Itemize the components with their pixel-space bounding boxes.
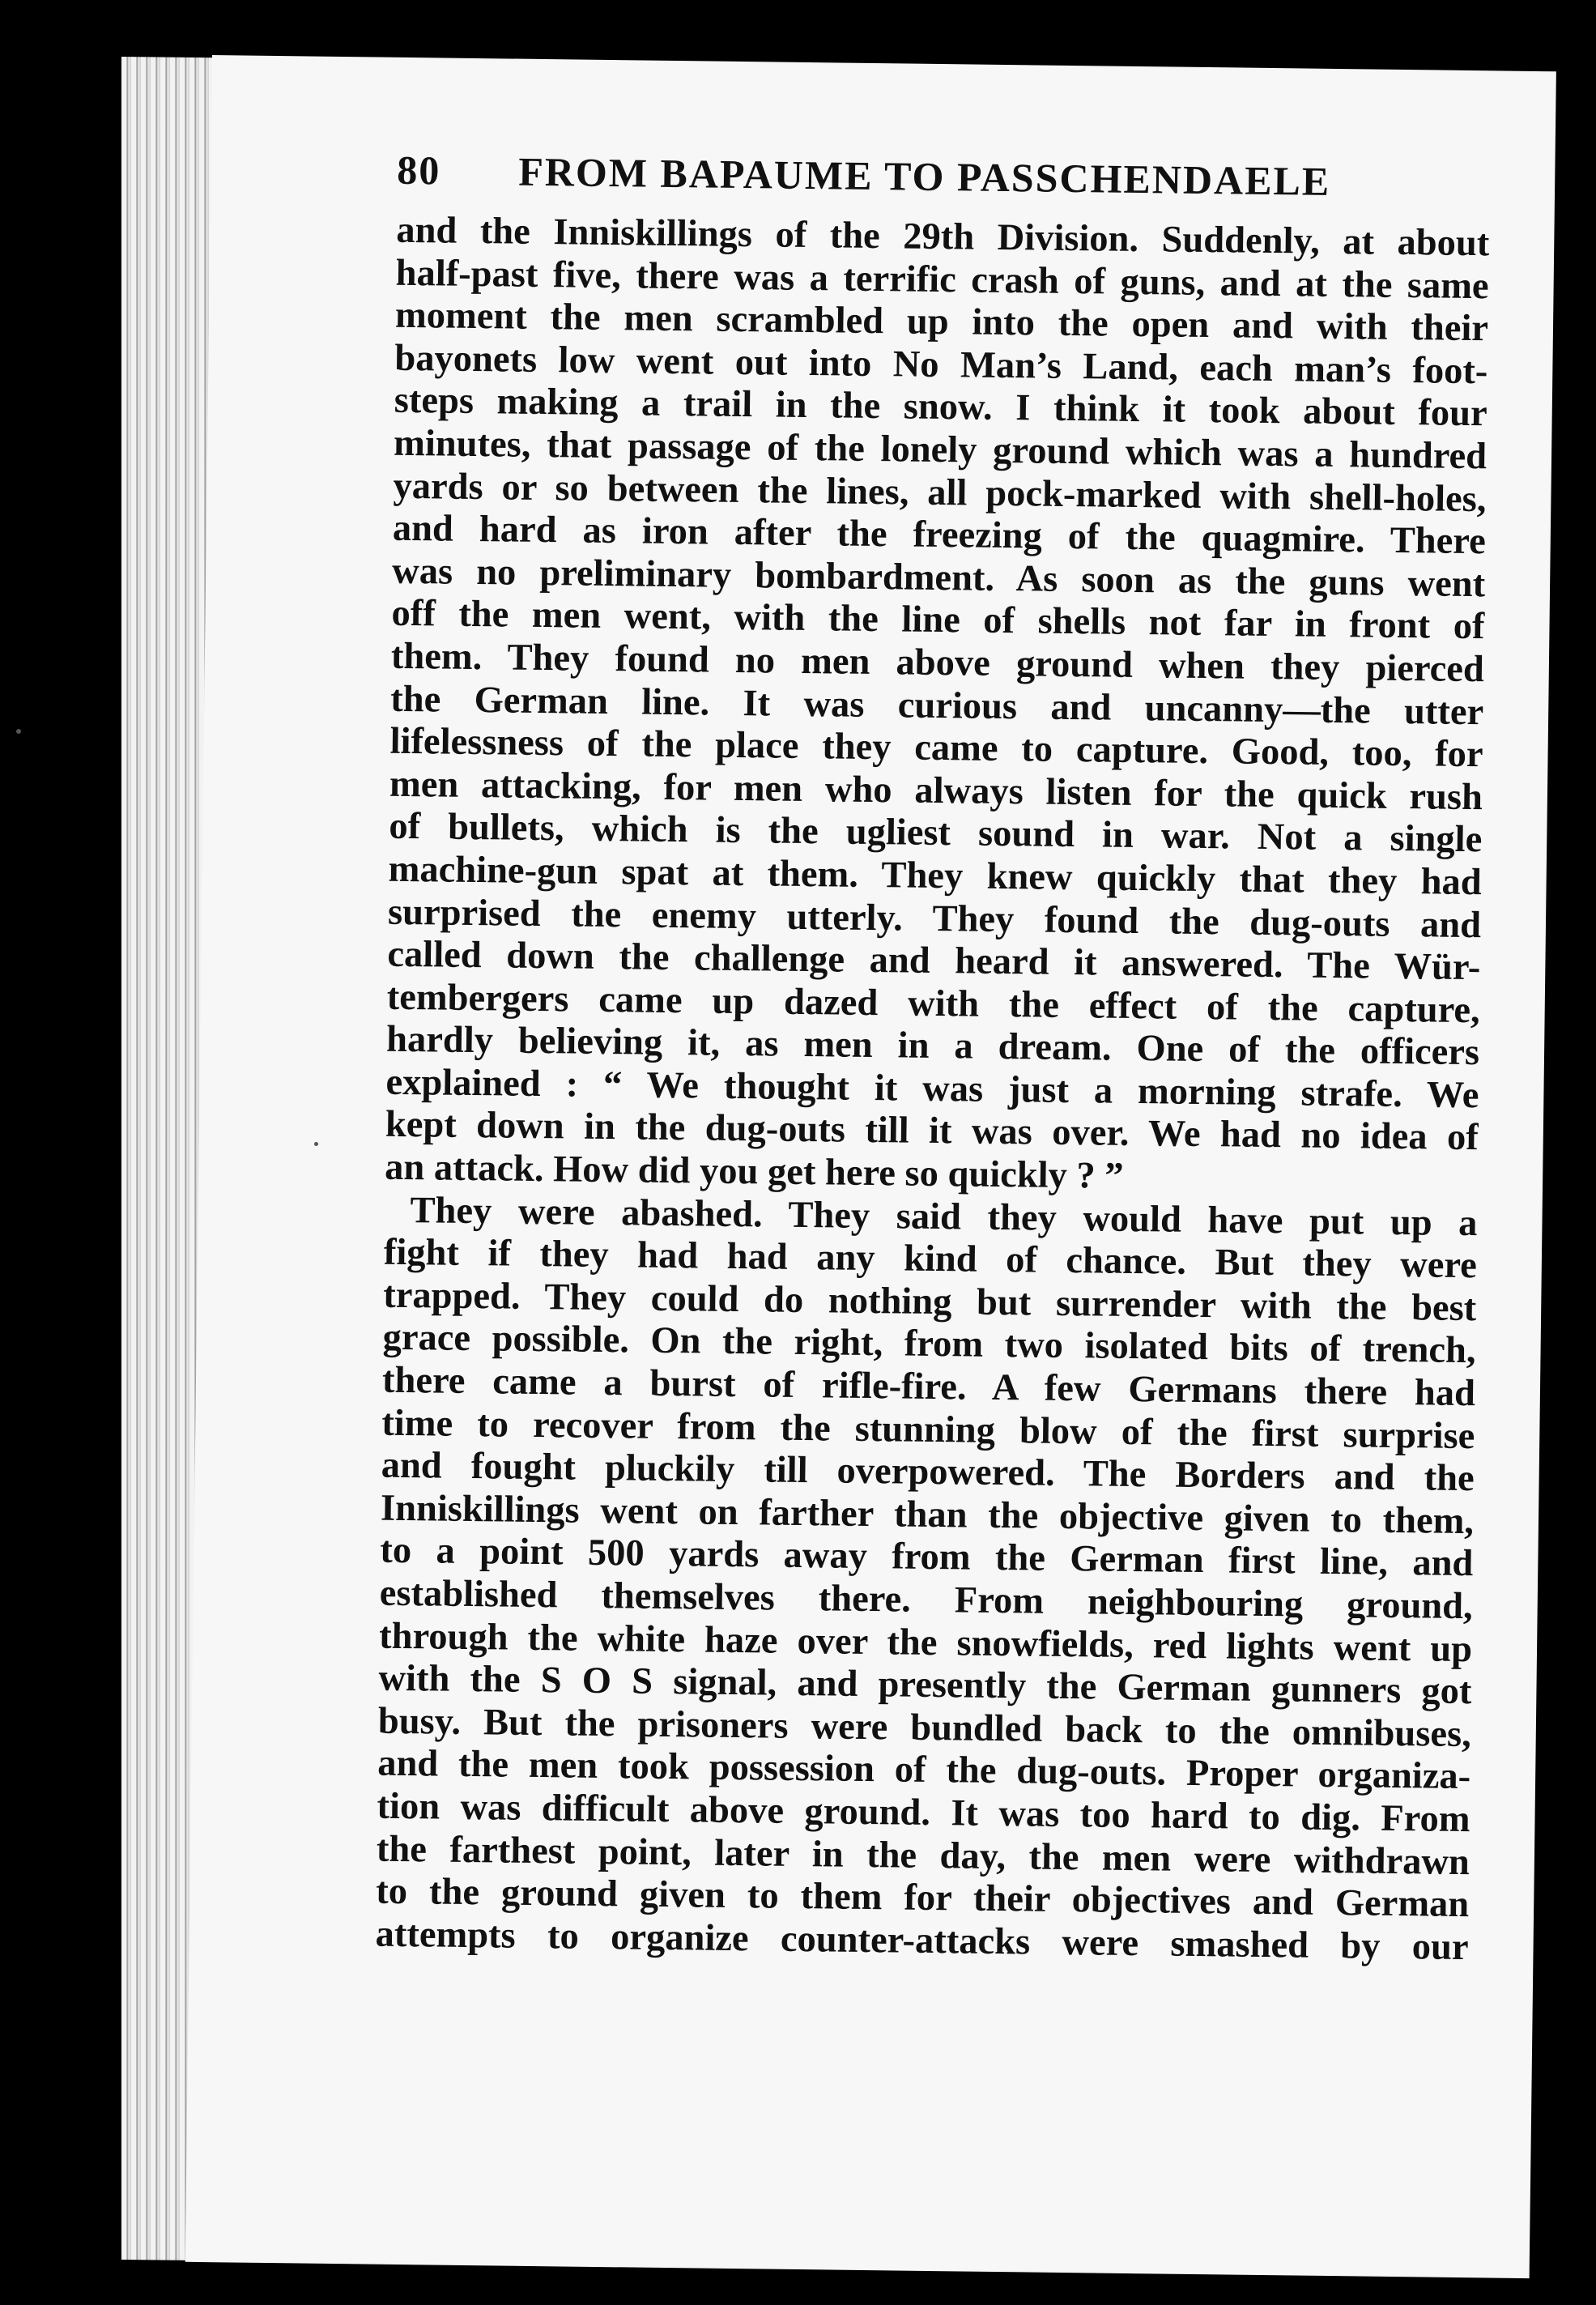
text-line: time to recover from the stunning blow of the first surprise <box>381 1402 1475 1457</box>
text-line: them. They found no men above ground when they pierced <box>390 635 1485 691</box>
text-line: off the men went, with the line of shells not far in front of <box>391 593 1485 648</box>
text-line: of bullets, which is the ugliest sound in war. Not a single <box>389 806 1483 861</box>
text-line: minutes, that passage of the lonely ground which was a hundred <box>393 422 1487 478</box>
text-line: Inniskillings went on farther than the objective given to them, <box>380 1487 1475 1542</box>
text-line: kept down in the dug-outs till it was over. We had no idea of <box>385 1104 1479 1159</box>
text-line: bayonets low went out into No Man’s Land, each man’s foot- <box>394 337 1488 393</box>
text-line: to a point 500 yards away from the German first line, and <box>380 1530 1474 1585</box>
text-line: with the S O S signal, and presently the German gunners got <box>378 1657 1472 1713</box>
book-page <box>185 55 1556 2278</box>
text-line: the farthest point, later in the day, the men were withdrawn <box>376 1828 1470 1883</box>
page-number: 80 <box>396 147 441 194</box>
text-line: to the ground given to them for their objectives and German <box>376 1870 1470 1926</box>
text-line: hardly believing it, as men in a dream. One of the officers <box>385 1019 1480 1074</box>
text-line: through the white haze over the snowfields, red lights went up <box>378 1615 1473 1670</box>
text-line: was no preliminary bombardment. As soon as the guns went <box>391 550 1486 606</box>
text-line: tion was difficult above ground. It was too hard to dig. From <box>377 1785 1470 1841</box>
body-text <box>375 210 1489 1970</box>
text-line: They were abashed. They said they would have put up a <box>410 1189 1478 1244</box>
text-line: there came a burst of rifle-fire. A few Germans there had <box>381 1359 1476 1415</box>
text-line: lifelessness of the place they came to capture. Good, too, for <box>389 720 1483 776</box>
dust-speck <box>16 729 21 734</box>
text-line: an attack. How did you get here so quickly ? ” <box>384 1146 1124 1197</box>
text-line: and fought pluckily till overpowered. The Borders and the <box>381 1444 1475 1500</box>
text-line: fight if they had had any kind of chance. But they were <box>383 1231 1478 1287</box>
text-line: the German line. It was curious and uncanny—the utter <box>389 678 1484 733</box>
text-line: and the Inniskillings of the 29th Division. Suddenly, at about <box>396 209 1490 265</box>
text-line: surprised the enemy utterly. They found the dug-outs and <box>387 891 1482 946</box>
dust-speck <box>314 1142 318 1146</box>
running-title: FROM BAPAUME TO PASSCHENDAELE <box>517 148 1331 204</box>
text-line: called down the challenge and heard it answered. The Wür- <box>387 933 1481 989</box>
text-line: half-past five, there was a terrific crash of guns, and at the same <box>395 252 1489 307</box>
text-line: machine-gun spat at them. They knew quickly that they had <box>388 848 1482 904</box>
text-line: explained : “ We thought it was just a morning strafe. We <box>385 1061 1479 1117</box>
text-line: and the men took possession of the dug-outs. Proper organiza- <box>377 1743 1471 1798</box>
text-line: tembergers came up dazed with the effect of the capture, <box>386 976 1481 1031</box>
text-line: men attacking, for men who always listen for the quick rush <box>389 763 1483 818</box>
text-line: moment the men scrambled up into the open and with their <box>394 294 1489 350</box>
text-line: trapped. They could do nothing but surrender with the best <box>382 1274 1477 1330</box>
text-line: attempts to organize counter-attacks were smashed by our <box>375 1913 1469 1968</box>
text-line: grace possible. On the right, from two isolated bits of trench, <box>382 1317 1476 1372</box>
text-line: and hard as iron after the freezing of the quagmire. There <box>392 507 1487 563</box>
text-line: busy. But the prisoners were bundled back to the omnibuses, <box>377 1700 1472 1755</box>
text-line: established themselves there. From neighbouring ground, <box>379 1572 1474 1628</box>
text-line: steps making a trail in the snow. I think it took about four <box>394 380 1488 435</box>
text-line: yards or so between the lines, all pock-marked with shell-holes, <box>393 465 1487 520</box>
